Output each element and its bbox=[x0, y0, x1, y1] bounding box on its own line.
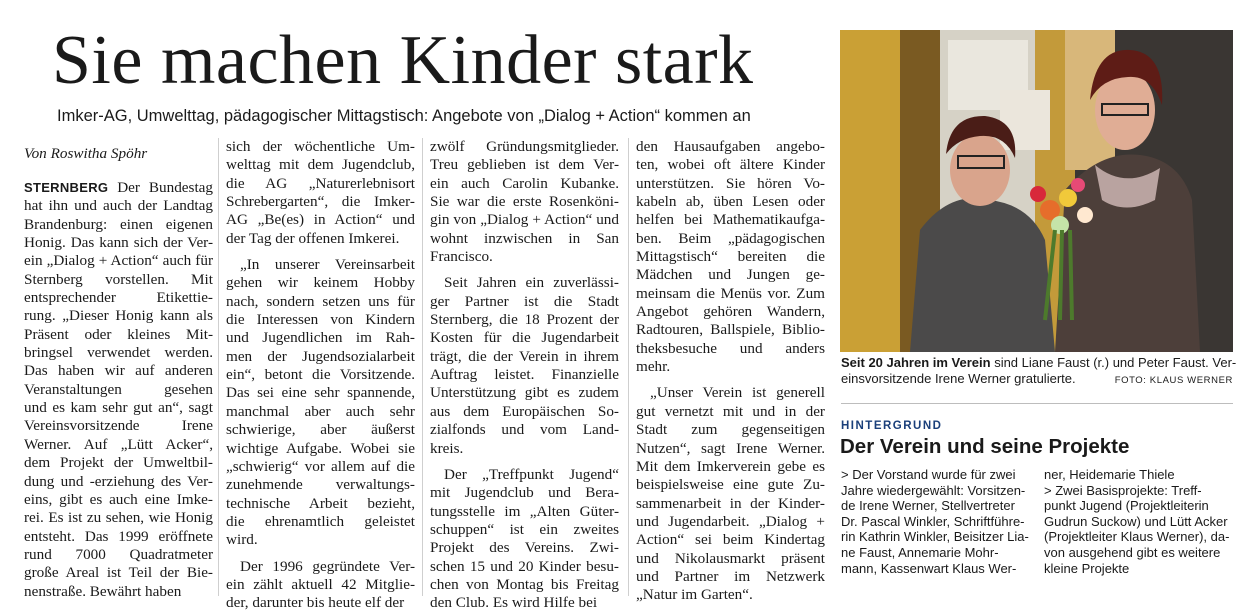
text-line: meinsam die Menüs vor. Zum bbox=[636, 284, 825, 302]
text-line: Francisco. bbox=[430, 248, 493, 266]
text-line: unterstützen. Sie hören Vo- bbox=[636, 174, 825, 192]
text-line: ger Partner ist die Stadt bbox=[430, 292, 619, 310]
dateline: STERNBERG bbox=[24, 180, 109, 195]
sidebar-line: mann, Kassenwart Klaus Wer- bbox=[841, 560, 1017, 576]
sidebar-line: kleine Projekte bbox=[1044, 560, 1130, 576]
text-line: gin von „Dialog + Action“ und bbox=[430, 211, 619, 229]
caption-text: einsvorsitzende Irene Werner gratulierte. bbox=[841, 371, 1076, 386]
text-line: rung. „Dieser Honig kann als bbox=[24, 307, 213, 325]
text-line: Der 1996 gegründete Ver- bbox=[240, 557, 415, 575]
sidebar-line: > Zwei Basisprojekte: Treff- bbox=[1044, 482, 1202, 498]
text-line: dung und -erziehung des Ver- bbox=[24, 472, 213, 490]
text-line: tungsstelle im „Alten Güter- bbox=[430, 502, 619, 520]
caption-line bbox=[841, 371, 1233, 387]
text-line: trägt, die der Verein in ihrem bbox=[430, 347, 619, 365]
column-lines bbox=[226, 138, 415, 613]
column-lines bbox=[24, 197, 213, 601]
text-line: Das sei eine sehr spannende, bbox=[226, 384, 415, 402]
column-lines bbox=[430, 138, 619, 613]
text-line: zunehmende verwaltungs- bbox=[226, 476, 415, 494]
text-line: Unterstützung gibt es zudem bbox=[430, 384, 619, 402]
text-line: Veranstaltungen gesehen bbox=[24, 380, 213, 398]
sidebar-line: ne Faust, Annemarie Mohr- bbox=[841, 544, 999, 560]
text-line: bringsel verwendet werden. bbox=[24, 344, 213, 362]
text-line: chen von Montag bis Freitag bbox=[430, 575, 619, 593]
text-line: schwierige, aber äußerst bbox=[226, 421, 415, 439]
text-line: eins, gibt es auch eine Imke- bbox=[24, 490, 213, 508]
text-line: schuppen“ ist ein zweites bbox=[430, 520, 619, 538]
text-line: Brandenburg: einen eigenen bbox=[24, 215, 213, 233]
article-photo bbox=[840, 30, 1233, 352]
photo-caption bbox=[841, 355, 1237, 389]
text-line: men der Jugendsozialarbeit bbox=[226, 347, 415, 365]
caption-lead: Seit 20 Jahren im Verein bbox=[841, 355, 991, 370]
column-divider bbox=[218, 138, 219, 596]
text-line: Sie war die erste Rosenköni- bbox=[430, 193, 619, 211]
photo-illustration bbox=[840, 30, 1233, 352]
text-line: entsteht. Das 1999 eröffnete bbox=[24, 527, 213, 545]
text-line: der Tag der offenen Imkerei. bbox=[226, 229, 400, 247]
column-divider bbox=[422, 138, 423, 596]
sidebar-line: de Irene Werner, Stellvertreter bbox=[841, 498, 1015, 514]
text-line: beispielsweise eine gute Zu- bbox=[636, 476, 825, 494]
sidebar-title: Der Verein und seine Projekte bbox=[840, 435, 1130, 458]
sidebar-kicker: HINTERGRUND bbox=[841, 420, 943, 432]
sidebar-line: ner, Heidemarie Thiele bbox=[1044, 467, 1175, 482]
article-column-2 bbox=[226, 138, 415, 613]
text-line: rei. Es ist zu sehen, wie Honig bbox=[24, 509, 213, 527]
paragraph-gap bbox=[226, 550, 415, 558]
text-line: der, darunter bis heute elf der bbox=[226, 594, 405, 612]
text-line: dem Projekt der Umweltbil- bbox=[24, 454, 213, 472]
text-line: Radtouren, Ballspiele, Biblio- bbox=[636, 321, 825, 339]
sidebar-line: Gudrun Suckow) und Lütt Acker bbox=[1044, 513, 1228, 529]
text-line: Stadt zum gegenseitigen bbox=[636, 421, 825, 439]
text-line: nach, sondern setzen uns für bbox=[226, 292, 415, 310]
headline: Sie machen Kinder stark bbox=[52, 22, 754, 99]
text-line: Der Bundestag bbox=[117, 179, 213, 196]
text-line: aus dem Europäischen So- bbox=[430, 402, 619, 420]
text-line: kreis. bbox=[430, 439, 464, 457]
text-line: „Unser Verein ist generell bbox=[650, 384, 825, 402]
text-line: Mädchen und Jungen ge- bbox=[636, 266, 825, 284]
text-line: gehen wir keinem Hobby bbox=[226, 274, 415, 292]
column-lines bbox=[636, 138, 825, 605]
text-line: kabeln ab, üben Lesen oder bbox=[636, 193, 825, 211]
text-line: Präsent oder kleines Mit- bbox=[24, 325, 213, 343]
text-line: „Natur im Garten“. bbox=[636, 586, 753, 604]
text-line: und Nikolausmarkt präsent bbox=[636, 549, 825, 567]
text-line: und Partner im Netzwerk bbox=[636, 567, 825, 585]
text-line: helfen bei Mathematikaufga- bbox=[636, 211, 825, 229]
text-line: „In unserer Vereinsarbeit bbox=[240, 256, 415, 274]
sidebar-line: rin Kathrin Winkler, Beisitzer Lia- bbox=[841, 529, 1029, 545]
sidebar-line: Dr. Pascal Winkler, Schriftführe- bbox=[841, 513, 1025, 529]
sidebar-divider bbox=[841, 403, 1233, 404]
text-line: Vereinsvorsitzende Irene bbox=[24, 417, 213, 435]
article-column-3 bbox=[430, 138, 619, 613]
column-divider bbox=[628, 138, 629, 596]
text-line: Angebot gehören Wandern, bbox=[636, 303, 825, 321]
text-line: schen 15 und 20 Kinder besu- bbox=[430, 557, 619, 575]
text-line: gut vernetzt mit und in der bbox=[636, 402, 825, 420]
text-line: wichtige Aufgabe. Wobei sie bbox=[226, 439, 415, 457]
sidebar-line: > Der Vorstand wurde für zwei bbox=[841, 467, 1016, 482]
text-line: entsprechender Etikettie- bbox=[24, 289, 213, 307]
text-line: mit Jugendclub und Bera- bbox=[430, 484, 619, 502]
text-line: Werner. Auf „Lütt Acker“, bbox=[24, 435, 213, 453]
text-line: wohnt inzwischen in San bbox=[430, 229, 619, 247]
column-1-text bbox=[24, 179, 213, 601]
caption-text: sind Liane Faust (r.) und Peter Faust. Ver- bbox=[990, 355, 1237, 370]
text-line: und Jugendlichen im Rah- bbox=[226, 329, 415, 347]
text-line: AG „Be(es) in Action“ und bbox=[226, 211, 415, 229]
text-line: ein“, betont die Vorsitzende. bbox=[226, 366, 415, 384]
text-line: Action“ sei beim Kindertag bbox=[636, 531, 825, 549]
byline: Von Roswitha Spöhr bbox=[24, 145, 148, 162]
sidebar-line: Jahre wiedergewählt: Vorsitzen- bbox=[841, 482, 1026, 498]
paragraph-gap bbox=[636, 376, 825, 384]
text-line: ein zählt aktuell 42 Mitglie- bbox=[226, 575, 415, 593]
text-line: die AG „Naturerlebnisort bbox=[226, 174, 415, 192]
text-line: manchmal aber auch sehr bbox=[226, 402, 415, 420]
text-line: Das haben wir auf anderen bbox=[24, 362, 213, 380]
text-line: Sternberg vorstellen. Mit bbox=[24, 270, 213, 288]
article-column-4 bbox=[636, 138, 825, 605]
paragraph-gap bbox=[430, 266, 619, 274]
text-line: Der „Treffpunkt Jugend“ bbox=[444, 465, 619, 483]
text-line: zialfonds und vom Land- bbox=[430, 421, 619, 439]
text-line: die Interessen von Kindern bbox=[226, 311, 415, 329]
paragraph-gap bbox=[430, 458, 619, 466]
sidebar-line: (Projektleiter Klaus Werner), da- bbox=[1044, 529, 1230, 545]
text-line: hat ihn und auch der Landtag bbox=[24, 197, 213, 215]
text-line: Honig. Das kann sich der Ver- bbox=[24, 234, 213, 252]
text-line: sich der wöchentliche Um- bbox=[226, 138, 415, 155]
text-line: Kosten für die Jugendarbeit bbox=[430, 329, 619, 347]
text-line: technische Arbeit bezieht, bbox=[226, 494, 415, 512]
paragraph-gap bbox=[226, 248, 415, 256]
subheadline: Imker-AG, Umwelttag, pädagogischer Mittagstisch: Angebote von „Dialog + Action“ kommen an bbox=[57, 107, 751, 125]
text-line: Mit dem Imkerverein gebe es bbox=[636, 457, 825, 475]
text-line: sammenarbeit in der Kinder- bbox=[636, 494, 825, 512]
text-line: den Club. Es wird Hilfe bei bbox=[430, 594, 598, 612]
text-line: ten, wobei oft ältere Kinder bbox=[636, 156, 825, 174]
text-line: Treu geblieben ist dem Ver- bbox=[430, 156, 619, 174]
text-line: Schrebergarten“, die Imker- bbox=[226, 193, 415, 211]
photo-credit: FOTO: KLAUS WERNER bbox=[1114, 375, 1233, 386]
text-line: rund 7000 Quadratmeter bbox=[24, 545, 213, 563]
text-line: Mittagstisch“ bereiten die bbox=[636, 248, 825, 266]
text-line: „schwierig“ vor allem auf die bbox=[226, 457, 415, 475]
text-line: große Areal ist Teil der Bie- bbox=[24, 564, 213, 582]
sidebar-column-1 bbox=[841, 467, 1031, 576]
text-line: ein „Dialog + Action“ auch für bbox=[24, 252, 213, 270]
text-line: ein auch Carolin Kubanke. bbox=[430, 174, 619, 192]
text-line: Projekt des Vereins. Zwi- bbox=[430, 539, 619, 557]
text-line: Seit Jahren ein zuverlässi- bbox=[444, 274, 619, 292]
text-line: welttag mit dem Jugendclub, bbox=[226, 156, 415, 174]
sidebar-line: von ausgehend gibt es weitere bbox=[1044, 544, 1221, 560]
sidebar-line: punkt Jugend (Projektleiterin bbox=[1044, 498, 1209, 514]
text-line: Nutzen“, sagt Irene Werner. bbox=[636, 439, 825, 457]
text-line: mehr. bbox=[636, 358, 671, 376]
text-line: theksbesuche und anders bbox=[636, 339, 825, 357]
text-line: nenstraße. Bewährt haben bbox=[24, 582, 182, 600]
caption-line bbox=[841, 355, 1237, 371]
text-line: ben. Beim „pädagogischen bbox=[636, 229, 825, 247]
text-line: Sternberg, die 18 Prozent der bbox=[430, 311, 619, 329]
text-line: die ehrenamtlich geleistet bbox=[226, 512, 415, 530]
sidebar-column-2 bbox=[1044, 467, 1234, 576]
text-line: und es kam sehr gut an“, sagt bbox=[24, 399, 213, 417]
text-line: und Jugendarbeit. „Dialog + bbox=[636, 512, 825, 530]
text-line: wird. bbox=[226, 531, 258, 549]
text-line: zwölf Gründungsmitglieder. bbox=[430, 138, 619, 155]
text-line: den Hausaufgaben angebo- bbox=[636, 138, 825, 155]
first-line bbox=[24, 179, 213, 197]
text-line: Auftrag leistet. Finanzielle bbox=[430, 366, 619, 384]
